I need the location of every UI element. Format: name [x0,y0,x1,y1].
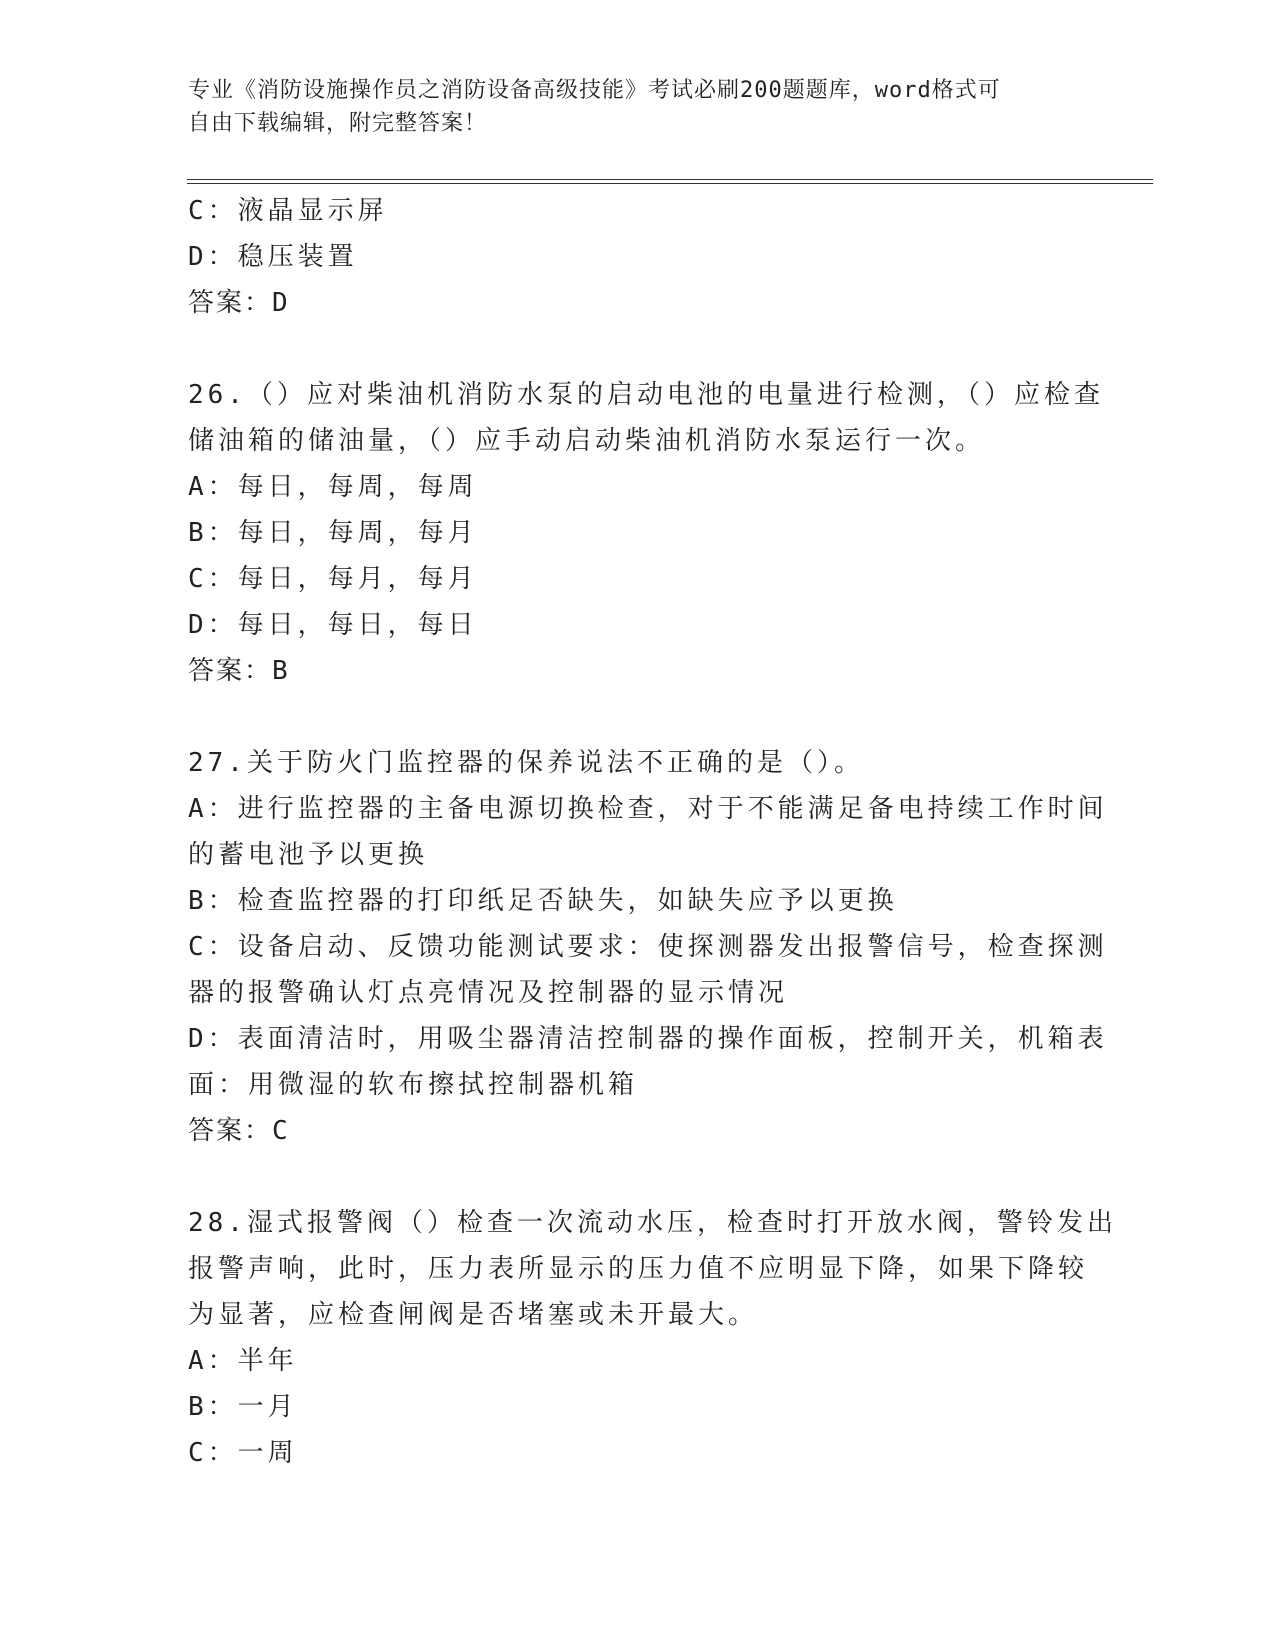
q27-option-a-line-1: A：进行监控器的主备电源切换检查，对于不能满足备电持续工作时间 [188,794,1108,824]
q26-option-c: C：每日，每月，每月 [188,564,478,594]
q27-option-c-line-1: C：设备启动、反馈功能测试要求：使探测器发出报警信号，检查探测 [188,932,1108,962]
q28-option-a: A：半年 [188,1346,298,1376]
question-25-continued [188,188,1078,326]
header-divider-bottom [187,183,1153,184]
q25-option-c: C：液晶显示屏 [188,196,388,226]
q26-answer: 答案：B [188,656,290,686]
q28-stem-line-2: 报警声响，此时，压力表所显示的压力值不应明显下降，如果下降较 [188,1254,1089,1284]
q27-option-d-line-2: 面：用微湿的软布擦拭控制器机箱 [188,1070,639,1100]
question-27 [188,740,1108,1154]
q26-option-d: D：每日，每日，每日 [188,610,478,640]
question-26 [188,372,1104,694]
document-body [188,188,1117,1476]
q26-option-a: A：每日，每周，每周 [188,472,478,502]
q25-option-d: D：稳压装置 [188,242,358,272]
q26-stem-line-2: 储油箱的储油量，（）应手动启动柴油机消防水泵运行一次。 [188,426,986,456]
q28-option-b: B：一月 [188,1392,298,1422]
spacer [188,1154,1078,1200]
q27-stem: 27.关于防火门监控器的保养说法不正确的是（）。 [188,748,864,778]
q27-option-b: B：检查监控器的打印纸足否缺失，如缺失应予以更换 [188,886,898,916]
q26-stem-line-1: 26.（）应对柴油机消防水泵的启动电池的电量进行检测，（）应检查 [188,380,1104,410]
spacer [188,694,1078,740]
q28-stem-line-1: 28.湿式报警阀（）检查一次流动水压，检查时打开放水阀，警铃发出 [188,1208,1117,1238]
header-line-1: 专业《消防设施操作员之消防设备高级技能》考试必刷200题题库，word格式可 [188,78,1001,103]
spacer [188,326,1078,372]
q27-option-a-line-2: 的蓄电池予以更换 [188,840,429,870]
page-header [188,74,1088,140]
q27-answer: 答案：C [188,1116,290,1146]
header-line-2: 自由下载编辑，附完整答案！ [188,111,488,136]
q28-stem-line-3: 为显著，应检查闸阀是否堵塞或未开最大。 [188,1300,759,1330]
q26-option-b: B：每日，每周，每月 [188,518,478,548]
q27-option-d-line-1: D：表面清洁时，用吸尘器清洁控制器的操作面板，控制开关，机箱表 [188,1024,1108,1054]
q28-option-c: C：一周 [188,1438,298,1468]
header-divider-top [187,179,1153,180]
q27-option-c-line-2: 器的报警确认灯点亮情况及控制器的显示情况 [188,978,789,1008]
question-28 [188,1200,1117,1476]
q25-answer: 答案：D [188,288,290,318]
